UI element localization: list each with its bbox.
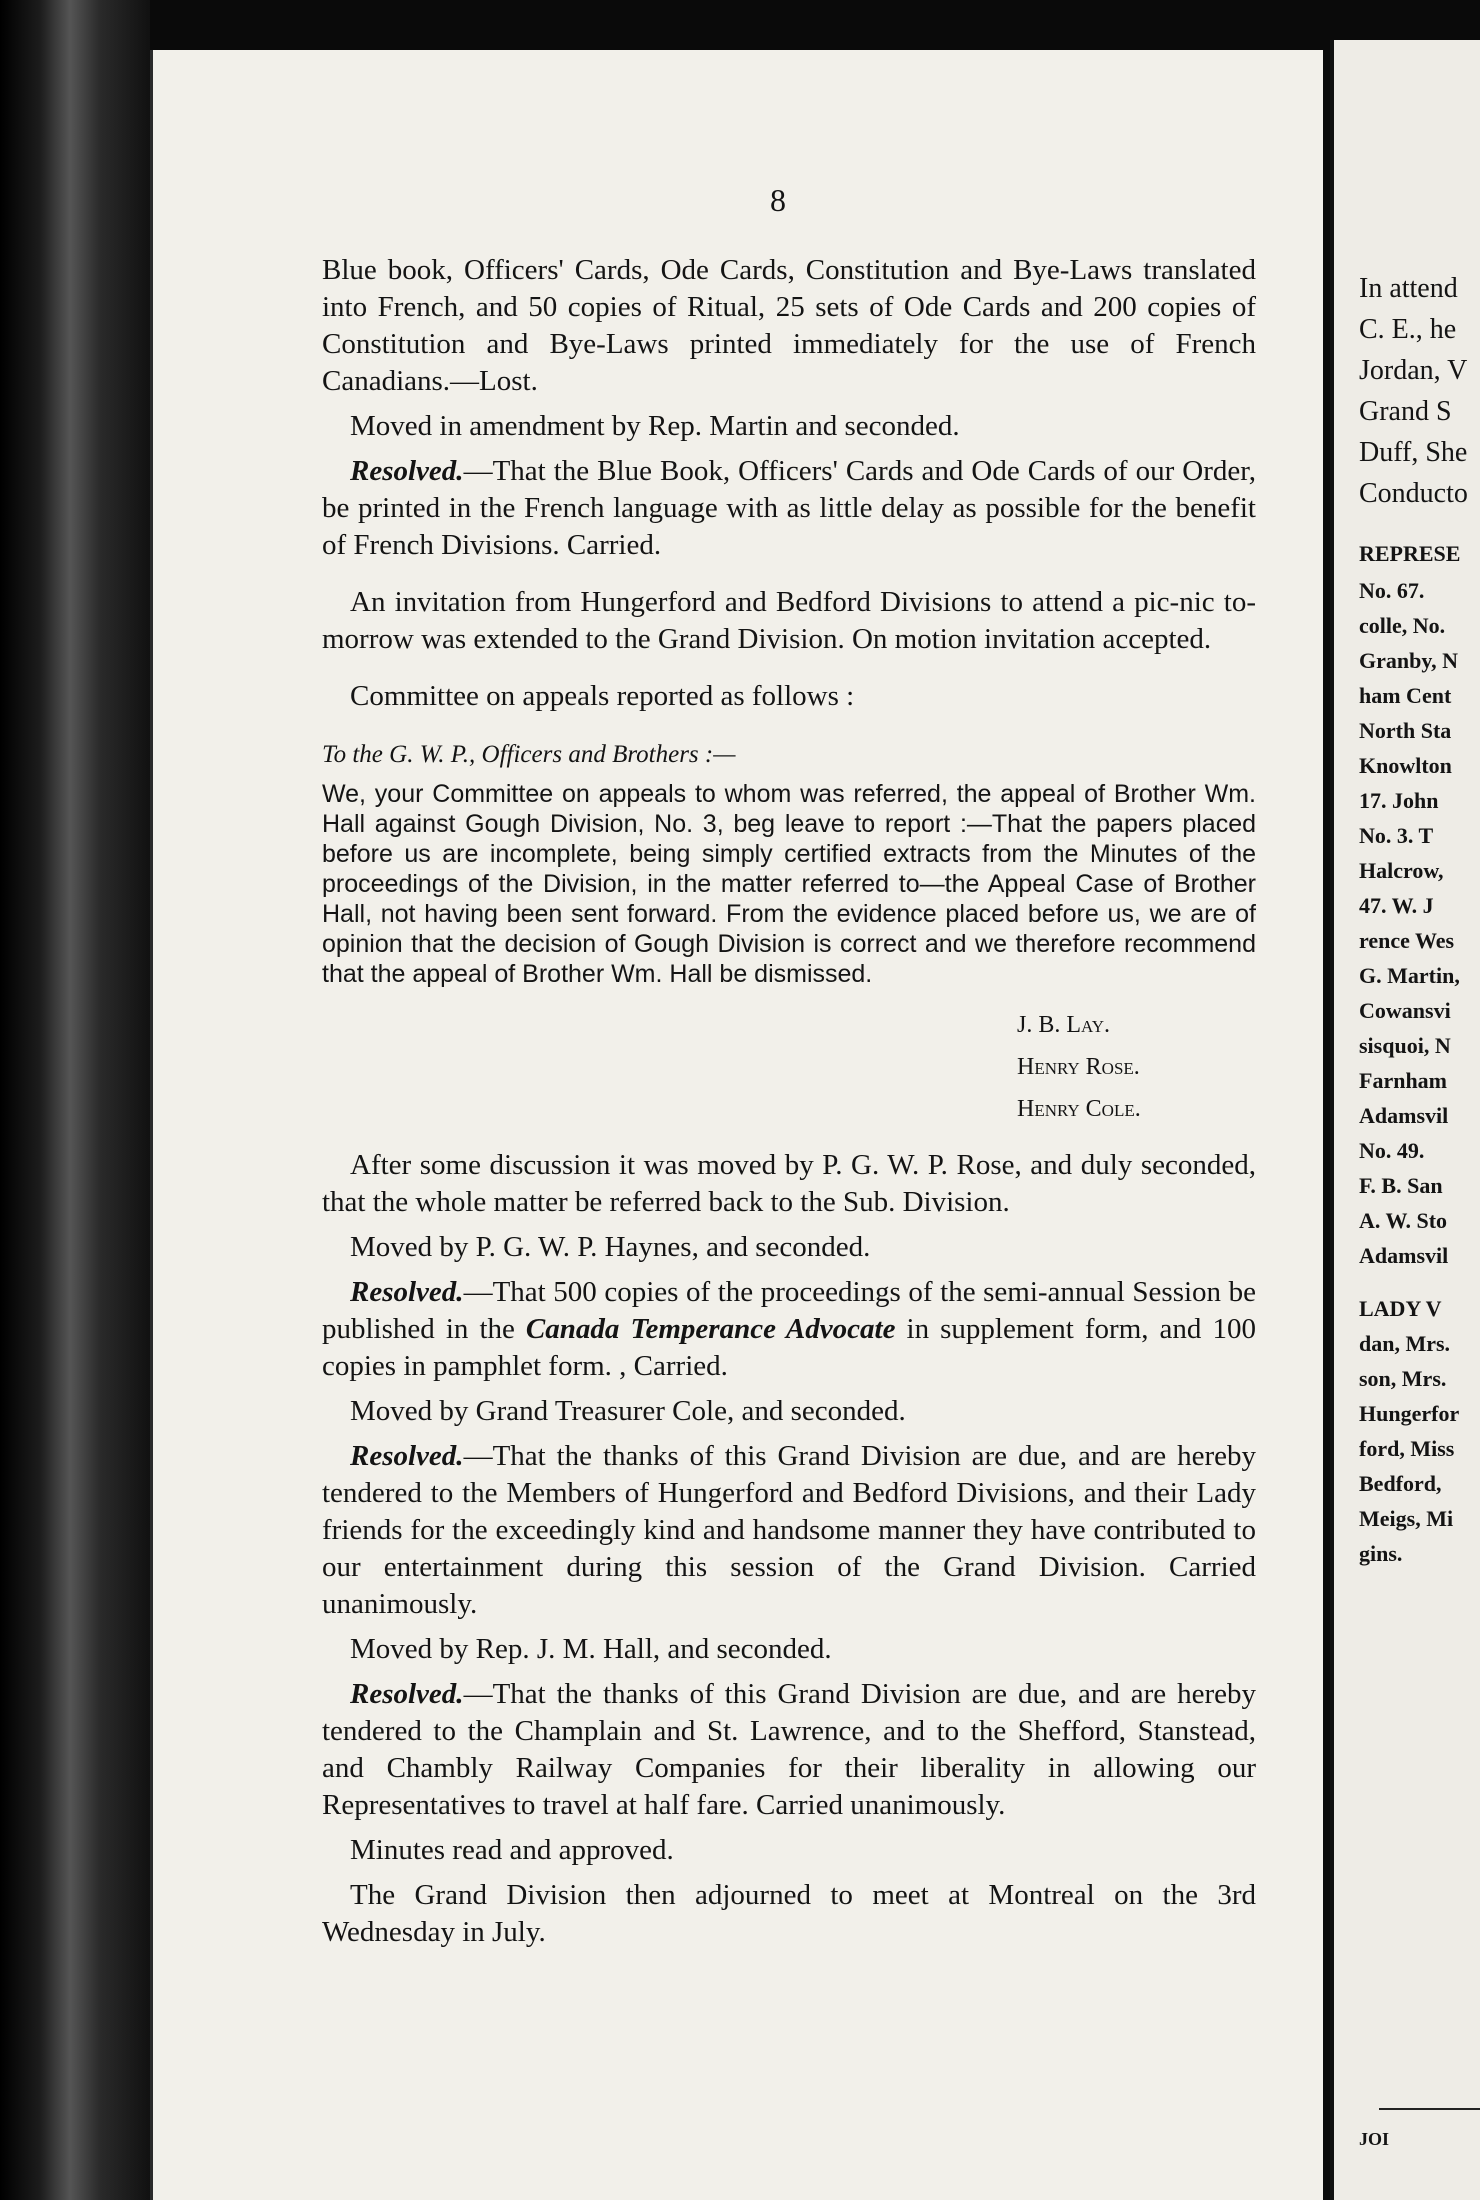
page-number: 8 (770, 182, 786, 218)
right-page-line: Knowlton (1359, 753, 1452, 778)
right-page-line: Farnham (1359, 1068, 1447, 1093)
right-page-line: Adamsvil (1359, 1243, 1449, 1268)
paragraph-amendment: Moved in amendment by Rep. Martin and seconded. (350, 410, 960, 442)
paragraph-resolved-french (322, 453, 1256, 564)
paragraph-resolved-copies (322, 1274, 1256, 1385)
right-page-line: REPRESE (1359, 541, 1461, 566)
right-page-line: gins. (1359, 1541, 1403, 1566)
resolved-text-a: —That 500 copies of the proceedings of the semi-annual Session be published in the (322, 1276, 1256, 1345)
resolved-text: —That the thanks of this Grand Division are due, and are hereby tendered to the Members of Hungerford and Bedford Divisions, and their Lady friends for the exceedingly kind and handsome manner they have contributed to our entertainment during this session of the Grand Division. Carried unanimously. (322, 1440, 1256, 1620)
paragraph-adjourned: The Grand Division then adjourned to meet at Montreal on the 3rd Wednesday in July. (322, 1879, 1256, 1948)
right-page-line: 47. W. J (1359, 893, 1434, 918)
right-page-line: ham Cent (1359, 683, 1452, 708)
right-page-fragment (1330, 40, 1480, 2200)
right-page-line: colle, No. (1359, 613, 1446, 638)
paragraph-motion-lost: Blue book, Officers' Cards, Ode Cards, Constitution and Bye-Laws translated into French, and 50 copies of Ritual, 25 sets of Ode Cards and 200 copies of Constitution and Bye-Laws printed immediately for the use of French Canadians.—Lost. (322, 254, 1256, 397)
right-page-line: Conducto (1359, 478, 1468, 509)
right-page-line: dan, Mrs. (1359, 1331, 1451, 1356)
right-page-line: Granby, N (1359, 648, 1459, 673)
right-page-line: Grand S (1359, 396, 1452, 427)
right-page-line: Duff, She (1359, 437, 1468, 468)
resolved-text: —That the thanks of this Grand Division are due, and are hereby tendered to the Champlain and St. Lawrence, and to the Shefford, Stanstead, and Chambly Railway Companies for their liberality in allowing our Representatives to travel at half fare. Carried unanimously. (322, 1678, 1256, 1821)
report-salutation: To the G. W. P., Officers and Brothers :— (322, 741, 736, 768)
right-page-line: Meigs, Mi (1359, 1506, 1454, 1531)
footer-rule (1379, 2108, 1480, 2110)
resolved-label: Resolved. (350, 1276, 464, 1308)
right-page-line: A. W. Sto (1359, 1208, 1448, 1233)
right-page-line: son, Mrs. (1359, 1366, 1447, 1391)
signature-lay: J. B. Lay. (1017, 1012, 1111, 1038)
right-page-line: C. E., he (1359, 314, 1457, 345)
paragraph-hall: Moved by Rep. J. M. Hall, and seconded. (350, 1633, 832, 1665)
right-page-line: No. 67. (1359, 578, 1425, 603)
resolved-text: —That the Blue Book, Officers' Cards and Ode Cards of our Order, be printed in the French language with as little delay as possible for the benefit of French Divisions. Carried. (322, 455, 1256, 561)
right-page-line: North Sta (1359, 718, 1452, 743)
signature-rose: Henry Rose. (1017, 1054, 1140, 1080)
resolved-label: Resolved. (350, 455, 464, 487)
right-page-line: JOI (1359, 2129, 1390, 2149)
signature-cole: Henry Cole. (1017, 1096, 1141, 1122)
resolved-label: Resolved. (350, 1440, 464, 1472)
right-page-line: LADY V (1359, 1296, 1442, 1321)
resolved-text-b: in supplement form, and 100 copies in pamphlet form. , Carried. (322, 1313, 1256, 1382)
right-page-line: Bedford, (1359, 1471, 1442, 1496)
right-page-line: Adamsvil (1359, 1103, 1449, 1128)
appeals-report: We, your Committee on appeals to whom was referred, the appeal of Brother Wm. Hall against Gough Division, No. 3, beg leave to report :—That the papers placed before us are incomplete, being simply certified extracts from the Minutes of the proceedings of the Division, in the matter referred to—the Appeal Case of Brother Hall, not having been sent forward. From the evidence placed before us, we are of opinion that the decision of Gough Division is correct and we therefore recommend that the appeal of Brother Wm. Hall be dismissed. (322, 780, 1256, 988)
right-page-line: Halcrow, (1359, 858, 1444, 883)
right-page-line: F. B. San (1359, 1173, 1443, 1198)
paragraph-resolved-thanks-railways (322, 1676, 1256, 1824)
resolved-label: Resolved. (350, 1678, 464, 1710)
right-page-line: No. 49. (1359, 1138, 1425, 1163)
right-page-line: Cowansvi (1359, 998, 1451, 1023)
paragraph-minutes: Minutes read and approved. (350, 1834, 674, 1866)
right-page-line: rence Wes (1359, 928, 1455, 953)
page-body (322, 252, 1256, 1959)
paragraph-invitation: An invitation from Hungerford and Bedford Divisions to attend a pic-nic to-morrow was extended to the Grand Division. On motion invitation accepted. (322, 586, 1256, 655)
right-page-line: 17. John (1359, 788, 1439, 813)
right-page-line: No. 3. T (1359, 823, 1434, 848)
right-page-line: Jordan, V (1359, 355, 1468, 386)
right-page-line: Hungerfor (1359, 1401, 1460, 1426)
paragraph-discussion: After some discussion it was moved by P. G. W. P. Rose, and duly seconded, that the whole matter be referred back to the Sub. Division. (322, 1149, 1256, 1218)
right-page-line: G. Martin, (1359, 963, 1460, 988)
book-gutter (0, 0, 150, 2200)
paragraph-resolved-thanks-members (322, 1438, 1256, 1623)
paragraph-committee: Committee on appeals reported as follows : (350, 680, 855, 712)
right-page-line: In attend (1359, 273, 1458, 304)
paragraph-haynes: Moved by P. G. W. P. Haynes, and seconded. (350, 1231, 871, 1263)
right-page-line: sisquoi, N (1359, 1033, 1451, 1058)
publication-title: Canada Temperance Advocate (525, 1313, 896, 1345)
right-page-line: ford, Miss (1359, 1436, 1455, 1461)
paragraph-cole: Moved by Grand Treasurer Cole, and seconded. (350, 1395, 906, 1427)
